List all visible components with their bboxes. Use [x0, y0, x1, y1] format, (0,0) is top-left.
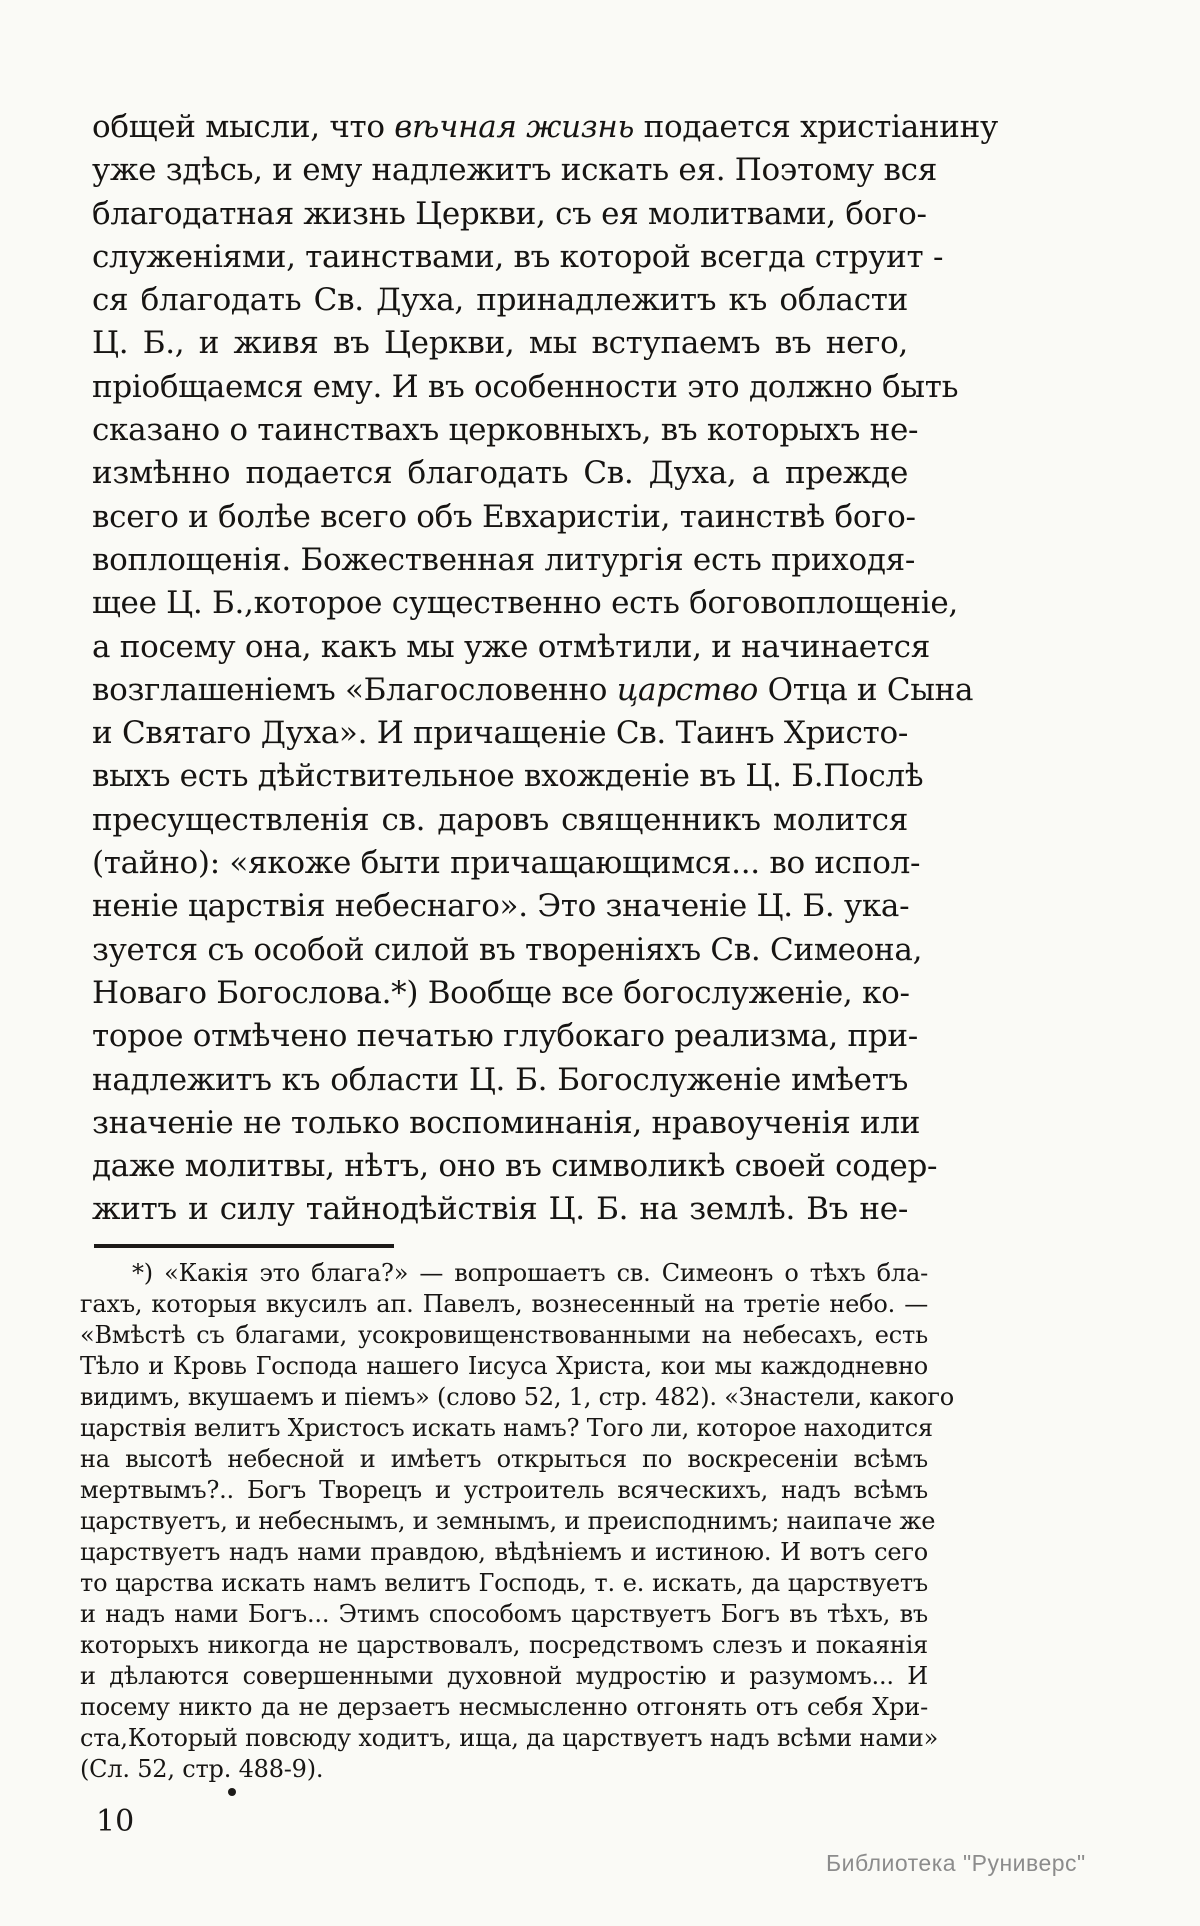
text-line [80, 1599, 928, 1630]
text-segment: возглашеніемъ «Благословенно [92, 671, 617, 708]
text-line [92, 452, 908, 495]
text-line [92, 279, 908, 322]
text-line [92, 712, 908, 755]
text-line [80, 1692, 928, 1723]
text-line [92, 236, 944, 279]
text-segment: щее Ц. Б.,которое существенно есть боговоплощеніе, [92, 585, 958, 622]
text-line [92, 193, 927, 236]
text-segment: благодатная жизнь Церкви, съ ея молитвами, бого- [92, 195, 927, 232]
text-line [80, 1351, 928, 1382]
text-line [80, 1444, 928, 1475]
text-line [80, 1630, 928, 1661]
text-segment: измѣнно подается благодать Св. Духа, а прежде [92, 455, 908, 492]
text-segment: царствуетъ, и небеснымъ, и земнымъ, и преисподнимъ; наипаче же [80, 1507, 936, 1535]
text-segment: гахъ, которыя вкусилъ ап. Павелъ, вознесенный на третіе небо. — [80, 1290, 928, 1318]
text-line [92, 755, 924, 798]
text-line [80, 1568, 928, 1599]
text-line [80, 1320, 928, 1351]
text-segment: то царства искать намъ велитъ Господь, т. е. искать, да царствуетъ [80, 1569, 928, 1597]
text-segment: (тайно): «якоже быти причащающимся... во испол- [92, 845, 921, 882]
text-line [92, 972, 908, 1015]
text-line [92, 626, 930, 669]
text-segment: Новаго Богослова.*) Вообще все богослуженіе, ко- [92, 974, 910, 1011]
text-segment: выхъ есть дѣйствительное вхожденіе въ Ц. Б.Послѣ [92, 758, 924, 795]
library-watermark: Библиотека "Руниверс" [826, 1850, 1086, 1876]
text-line [92, 669, 974, 712]
text-segment: Ц. Б., и живя въ Церкви, мы вступаемъ въ него, [92, 325, 908, 362]
text-segment: подается христіанину [634, 109, 998, 145]
text-segment: житъ и силу тайнодѣйствія Ц. Б. на землѣ. Въ не- [92, 1191, 908, 1228]
text-line [80, 1723, 939, 1754]
page-number: 10 [96, 1804, 135, 1839]
text-segment: видимъ, вкушаемъ и піемъ» (слово 52, 1, стр. 482). «Знастели, какого [80, 1383, 954, 1411]
text-line [92, 322, 908, 365]
italic-text-segment: царство [616, 671, 759, 708]
text-line [92, 842, 921, 885]
text-segment: «Вмѣстѣ съ благами, усокровищенствованными на небесахъ, есть [80, 1321, 928, 1349]
text-line [80, 1382, 954, 1413]
text-line [92, 366, 959, 409]
text-segment: всего и болѣе всего объ Евхаристіи, таинствѣ бого- [92, 498, 916, 535]
text-line [92, 929, 923, 972]
text-line [80, 1537, 928, 1568]
footnote-separator-rule [94, 1244, 394, 1248]
text-segment: Отца и Сына [758, 671, 974, 708]
text-line [92, 409, 919, 452]
text-line [92, 582, 958, 625]
text-line [92, 539, 916, 582]
text-segment: и Святаго Духа». И причащеніе Св. Таинъ Христо- [92, 715, 908, 752]
text-segment: воплощенія. Божественная литургія есть приходя- [92, 541, 916, 578]
text-line [92, 496, 916, 539]
text-line [92, 1188, 908, 1231]
text-segment: на высотѣ небесной и имѣетъ открыться по воскресеніи всѣмъ [80, 1445, 928, 1473]
text-line [80, 1475, 928, 1506]
text-segment: ста,Который повсюду ходитъ, ища, да царствуетъ надъ всѣми нами» [80, 1724, 939, 1752]
text-segment: торое отмѣчено печатью глубокаго реализма, при- [92, 1018, 918, 1055]
text-segment: ся благодать Св. Духа, принадлежитъ къ области [92, 282, 908, 319]
text-segment: Тѣло и Кровь Господа нашего Іисуса Христа, кои мы каждодневно [80, 1352, 928, 1380]
text-segment: неніе царствія небеснаго». Это значеніе Ц. Б. ука- [92, 888, 910, 925]
text-segment: *) «Какія это блага?» — вопрошаетъ св. Симеонъ о тѣхъ бла- [132, 1259, 928, 1287]
text-segment: служеніями, таинствами, въ которой всегда струит - [92, 238, 944, 275]
text-segment: значеніе не только воспоминанія, нравоученія или [92, 1104, 921, 1141]
text-line [92, 1102, 921, 1145]
text-segment: и дѣлаются совершенными духовной мудростію и разумомъ... И [80, 1662, 928, 1690]
text-segment: мертвымъ?.. Богъ Творецъ и устроитель всяческихъ, надъ всѣмъ [80, 1476, 928, 1504]
text-line [92, 799, 908, 842]
text-line [92, 1059, 908, 1102]
text-segment: сказано о таинствахъ церковныхъ, въ которыхъ не- [92, 412, 919, 449]
text-line [80, 1289, 928, 1320]
text-segment: царствія велитъ Христосъ искать намъ? Того ли, которое находится [80, 1414, 933, 1442]
text-segment: а посему она, какъ мы уже отмѣтили, и начинается [92, 628, 930, 665]
text-line [92, 885, 908, 928]
text-line [92, 1015, 918, 1058]
text-line [80, 1413, 933, 1444]
text-segment: и надъ нами Богъ... Этимъ способомъ царствуетъ Богъ въ тѣхъ, въ [80, 1600, 928, 1628]
text-line [80, 1506, 936, 1537]
text-segment: надлежитъ къ области Ц. Б. Богослуженіе имѣетъ [92, 1061, 908, 1098]
text-line [80, 1754, 928, 1785]
text-line [92, 149, 937, 192]
main-text-block [92, 106, 998, 1232]
text-segment: которыхъ никогда не царствовалъ, посредствомъ слезъ и покаянія [80, 1631, 928, 1659]
text-line [80, 1661, 928, 1692]
text-segment: общей мысли, что [92, 109, 395, 145]
footnote-block [80, 1258, 954, 1785]
text-segment: (Сл. 52, стр. 488-9). [80, 1755, 324, 1783]
text-segment: даже молитвы, нѣтъ, оно въ символикѣ своей содер- [92, 1148, 938, 1185]
ink-dot-artifact [228, 1788, 236, 1796]
text-segment: зуется съ особой силой въ твореніяхъ Св. Симеона, [92, 931, 923, 968]
text-line [80, 1258, 928, 1289]
italic-text-segment: вѣчная жизнь [394, 109, 635, 145]
text-line [92, 1145, 938, 1188]
text-segment: посему никто да не дерзаетъ несмысленно отгонять отъ себя Хри- [80, 1693, 928, 1721]
text-segment: пресуществленія св. даровъ священникъ молится [92, 801, 908, 838]
text-segment: уже здѣсь, и ему надлежитъ искать ея. Поэтому вся [92, 152, 937, 189]
text-line [92, 106, 998, 149]
text-segment: пріобщаемся ему. И въ особенности это должно быть [92, 368, 959, 405]
text-segment: царствуетъ надъ нами правдою, вѣдѣніемъ и истиною. И вотъ сего [80, 1538, 928, 1566]
